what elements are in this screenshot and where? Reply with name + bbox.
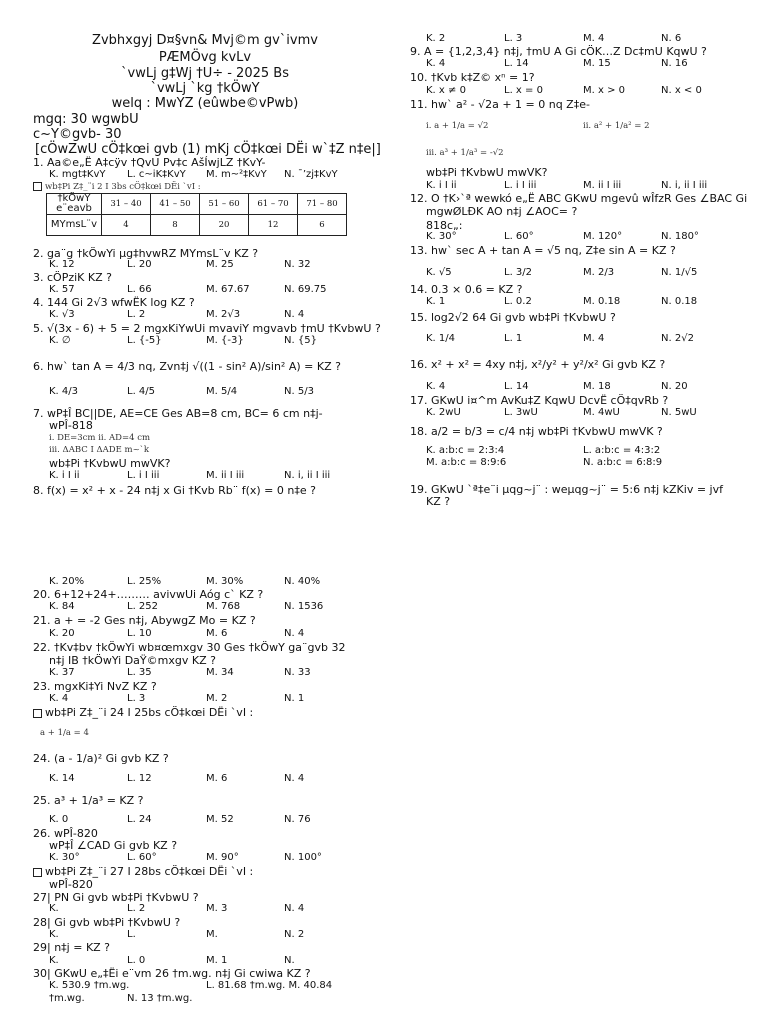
option: N. 76 xyxy=(284,814,311,825)
option: K. 20 xyxy=(49,628,75,639)
option: N. 20 xyxy=(661,381,688,392)
question-5: 5. √(3x - 6) + 5 = 2 mgxKiYwUi mvaviY mgvavb †mU †KvbwU ? xyxy=(33,322,381,335)
option: M. 34 xyxy=(206,667,234,678)
option: N. 69.75 xyxy=(284,284,327,295)
option: N. 13 †m.wg. xyxy=(127,993,193,1004)
option: L. 10 xyxy=(127,628,152,639)
frequency-table xyxy=(46,193,347,236)
option: K. i I ii xyxy=(49,470,80,481)
option: L. 1 xyxy=(504,333,523,344)
option: M. 6 xyxy=(206,773,228,784)
option: M. 52 xyxy=(206,814,234,825)
question-26: 26. wPÎ-820 xyxy=(33,827,98,840)
question-19: 19. GKwU `ª‡e¨i µqg~j¨ : weµqg~j¨ = 5:6 n‡j kZKiv = jvf xyxy=(410,483,723,496)
question-22: 22. †Kv‡bv †kÖwYi wb¤œmxgv 30 Ges †kÖwY ga¨gvb 32 xyxy=(33,641,346,654)
option: K. 2wU xyxy=(426,407,461,418)
checkbox-icon xyxy=(33,868,42,877)
question-29: 29| n‡j = KZ ? xyxy=(33,941,111,954)
option: N. 40% xyxy=(284,576,321,587)
option: N. 4 xyxy=(284,628,305,639)
option: K. 37 xyxy=(49,667,75,678)
option: M. {-3} xyxy=(206,335,244,346)
statement: ii. a² + 1/a² = 2 xyxy=(583,121,650,131)
option: L. x = 0 xyxy=(504,85,543,96)
info-text: wb‡Pi Z‡_¨i 24 I 25bs cÖ‡kœi DËi `vI : xyxy=(45,706,254,719)
option: N. ¯’zj‡KvY xyxy=(284,169,338,180)
option: N. 1536 xyxy=(284,601,324,612)
option: L. 25% xyxy=(127,576,162,587)
option: M. 2√3 xyxy=(206,309,241,320)
option: K. 1 xyxy=(426,296,446,307)
figure-ref: 818c„: xyxy=(426,219,463,232)
option: L. 12 xyxy=(127,773,152,784)
question-12-cont: mgwØLÐK AO n‡j ∠AOC= ? xyxy=(426,205,578,218)
option: M. 0.18 xyxy=(583,296,621,307)
option: L. 24 xyxy=(127,814,152,825)
option: N. a:b:c = 6:8:9 xyxy=(583,457,663,468)
option: M. 90° xyxy=(206,852,239,863)
subject-name: welq : MwYZ (eûwbe©vPwb) xyxy=(111,96,299,111)
question-27: 27| PN Gi gvb wb‡Pi †KvbwU ? xyxy=(33,891,199,904)
question-21: 21. a + = -2 Ges n‡j, AbywgZ Mo = KZ ? xyxy=(33,614,256,627)
info-note xyxy=(33,706,253,719)
option: L. 2 xyxy=(127,903,146,914)
option: L. c~iK‡KvY xyxy=(127,169,186,180)
option: N. 6 xyxy=(661,33,682,44)
table-cell: 12 xyxy=(249,215,298,236)
option: M. ii I iii xyxy=(206,470,245,481)
school-name: Zvbhxgyj D¤§vn& Mvj©m gv`ivmv xyxy=(92,33,318,48)
option: L. 60° xyxy=(504,231,534,242)
figure-ref: wPÎ-818 xyxy=(49,419,93,432)
statement: iii. a³ + 1/a³ = -√2 xyxy=(426,148,504,158)
question-7: 7. wP‡Î BC||DE, AE=CE Ges AB=8 cm, BC= 6 cm n‡j- xyxy=(33,407,323,420)
question-16: 16. x² + x² = 4xy n‡j, x²/y² + y²/x² Gi gvb KZ ? xyxy=(410,358,666,371)
table-cell: 4 xyxy=(102,215,151,236)
option: M. 2/3 xyxy=(583,267,615,278)
option: N. 180° xyxy=(661,231,699,242)
info-note xyxy=(33,865,253,878)
option: M. a:b:c = 8:9:6 xyxy=(426,457,507,468)
option: M. 18 xyxy=(583,381,611,392)
option: K. 57 xyxy=(49,284,75,295)
option: L. 35 xyxy=(127,667,152,678)
option: N. i, ii I iii xyxy=(284,470,331,481)
checkbox-icon xyxy=(33,182,42,191)
option: K. 1/4 xyxy=(426,333,456,344)
option: M. m~²‡KvY xyxy=(206,169,267,180)
option: K. 30° xyxy=(426,231,457,242)
question-prompt: wb‡Pi †KvbwU mwVK? xyxy=(49,457,171,470)
option: L. 3 xyxy=(504,33,523,44)
option: K. 12 xyxy=(49,259,75,270)
question-3: 3. cÖPziK KZ ? xyxy=(33,271,112,284)
table-cell: 20 xyxy=(200,215,249,236)
question-10: 10. †Kvb k‡Z© xⁿ = 1? xyxy=(410,71,535,84)
option: N. 2 xyxy=(284,929,305,940)
option: K. 4 xyxy=(49,693,69,704)
option: L. 14 xyxy=(504,58,529,69)
option: N. i, ii I iii xyxy=(661,180,708,191)
option: M. 1 xyxy=(206,955,228,966)
option: L. 60° xyxy=(127,852,157,863)
question-23: 23. mgxKi‡Yi NvZ KZ ? xyxy=(33,680,157,693)
statement: iii. ΔABC I ΔADE m~`k xyxy=(49,445,150,455)
question-24: 24. (a - 1/a)² Gi gvb KZ ? xyxy=(33,752,169,765)
time-label: mgq: 30 wgwbU xyxy=(33,112,139,127)
branch-name: PÆMÖvg kvLv xyxy=(158,50,252,65)
option: N. {5} xyxy=(284,335,317,346)
question-9: 9. A = {1,2,3,4} n‡j, †mU A Gi cÖK…Z Dc‡mU KqwU ? xyxy=(410,45,707,58)
option: †m.wg. xyxy=(49,993,85,1004)
option: K. 2 xyxy=(426,33,446,44)
option: K. 4/3 xyxy=(49,386,79,397)
question-11: 11. hw` a² - √2a + 1 = 0 nq Z‡e- xyxy=(410,98,590,111)
option: N. xyxy=(284,955,295,966)
option: K. ∅ xyxy=(49,335,71,346)
option: M. 4 xyxy=(583,333,605,344)
option: M. xyxy=(206,929,218,940)
option: K. 14 xyxy=(49,773,75,784)
option: N. 16 xyxy=(661,58,688,69)
exam-title: `vwLj g‡Wj †U÷ - 2025 Bs xyxy=(121,66,289,81)
option: M. 120° xyxy=(583,231,623,242)
option: K. 20% xyxy=(49,576,85,587)
question-28: 28| Gi gvb wb‡Pi †KvbwU ? xyxy=(33,916,181,929)
option: N. 1/√5 xyxy=(661,267,698,278)
option: N. 4 xyxy=(284,309,305,320)
option: K. 84 xyxy=(49,601,75,612)
option: N. 5/3 xyxy=(284,386,314,397)
option: M. 2 xyxy=(206,693,228,704)
info-text: wb‡Pi Z‡_¨i 2 I 3bs cÖ‡kœi DËi `vI : xyxy=(45,182,201,192)
option: N. 4 xyxy=(284,903,305,914)
option: M. 4wU xyxy=(583,407,620,418)
option: N. 2√2 xyxy=(661,333,694,344)
option: M. 15 xyxy=(583,58,611,69)
option: M. 6 xyxy=(206,628,228,639)
table-cell: 41 – 50 xyxy=(151,194,200,215)
option: M. 768 xyxy=(206,601,241,612)
question-4: 4. 144 Gi 2√3 wfwËK log KZ ? xyxy=(33,296,195,309)
question-17: 17. GKwU i¤^m AvKu‡Z KqwU DcvË cÖ‡qvRb ? xyxy=(410,394,669,407)
checkbox-icon xyxy=(33,709,42,718)
option: N. x < 0 xyxy=(661,85,702,96)
question-14: 14. 0.3 × 0.6 = KZ ? xyxy=(410,283,523,296)
option: L. 0 xyxy=(127,955,146,966)
option: K. xyxy=(49,903,59,914)
question-19-cont: KZ ? xyxy=(426,495,451,508)
option: K. xyxy=(49,929,59,940)
option: M. 25 xyxy=(206,259,234,270)
figure-ref: wPÎ-820 xyxy=(49,878,93,891)
question-6: 6. hw` tan A = 4/3 nq, Zvn‡j √((1 - sin² A)/sin² A) = KZ ? xyxy=(33,360,341,373)
option: K. x ≠ 0 xyxy=(426,85,466,96)
option: L. 3/2 xyxy=(504,267,533,278)
option: L. 3wU xyxy=(504,407,538,418)
option: L. 3 xyxy=(127,693,146,704)
option: L. i I iii xyxy=(504,180,537,191)
table-header-class: †kÖwY e¨eavb xyxy=(47,194,102,215)
option: M. ii I iii xyxy=(583,180,622,191)
option: N. 100° xyxy=(284,852,322,863)
option: M. 4 xyxy=(583,33,605,44)
table-cell: 51 – 60 xyxy=(200,194,249,215)
option: L. xyxy=(127,929,136,940)
option: N. 0.18 xyxy=(661,296,698,307)
option: M. 3 xyxy=(206,903,228,914)
option: L. 20 xyxy=(127,259,152,270)
question-25: 25. a³ + 1/a³ = KZ ? xyxy=(33,794,144,807)
option: L. 66 xyxy=(127,284,152,295)
question-13: 13. hw` sec A + tan A = √5 nq, Z‡e sin A = KZ ? xyxy=(410,244,676,257)
option: L. 14 xyxy=(504,381,529,392)
option: K. 4 xyxy=(426,58,446,69)
option: K. 4 xyxy=(426,381,446,392)
option: K. 530.9 †m.wg. xyxy=(49,980,130,991)
table-cell: 6 xyxy=(298,215,347,236)
option: K. mgt‡KvY xyxy=(49,169,106,180)
question-2: 2. ga¨g †kÖwYi µg‡hvwRZ MYmsL¨v KZ ? xyxy=(33,247,259,260)
question-15: 15. log2√2 64 Gi gvb wb‡Pi †KvbwU ? xyxy=(410,311,616,324)
question-26-cont: wP‡Î ∠CAD Gi gvb KZ ? xyxy=(49,839,178,852)
table-header-freq: MYmsL¨v xyxy=(47,215,102,236)
option: K. √5 xyxy=(426,267,452,278)
table-cell: 71 – 80 xyxy=(298,194,347,215)
option: L. 2 xyxy=(127,309,146,320)
option: K. 0 xyxy=(49,814,69,825)
option: L. 252 xyxy=(127,601,159,612)
marks-label: c~Y©gvb- 30 xyxy=(33,127,122,142)
option: M. x > 0 xyxy=(583,85,626,96)
statement: i. a + 1/a = √2 xyxy=(426,121,489,131)
option: N. 1 xyxy=(284,693,305,704)
info-note xyxy=(33,182,201,192)
question-20: 20. 6+12+24+……… avivwUi Aóg c` KZ ? xyxy=(33,588,264,601)
table-cell: 31 – 40 xyxy=(102,194,151,215)
question-prompt: wb‡Pi †KvbwU mwVK? xyxy=(426,166,548,179)
option: K. √3 xyxy=(49,309,75,320)
option: N. 32 xyxy=(284,259,311,270)
option: L. 0.2 xyxy=(504,296,532,307)
option: L. 81.68 †m.wg. M. 40.84 xyxy=(206,980,333,991)
option: M. 5/4 xyxy=(206,386,238,397)
instructions: [cÖwZwU cÖ‡kœi gvb (1) mKj cÖ‡kœi DËi w`‡Z n‡e|] xyxy=(35,142,381,157)
option: L. i I iii xyxy=(127,470,160,481)
option: K. i I ii xyxy=(426,180,457,191)
question-30: 30| GKwU e„‡Ëi e¨vm 26 †m.wg. n‡j Gi cwiwa KZ ? xyxy=(33,967,311,980)
option: L. 4/5 xyxy=(127,386,156,397)
option: K. 30° xyxy=(49,852,80,863)
option: L. a:b:c = 4:3:2 xyxy=(583,445,661,456)
question-22-cont: n‡j IB †kÖwYi DaŸ©mxgv KZ ? xyxy=(49,654,216,667)
option: K. a:b:c = 2:3:4 xyxy=(426,445,505,456)
option: N. 4 xyxy=(284,773,305,784)
given-equation: a + 1/a = 4 xyxy=(40,728,89,738)
option: L. {-5} xyxy=(127,335,162,346)
question-18: 18. a/2 = b/3 = c/4 n‡j wb‡Pi †KvbwU mwVK ? xyxy=(410,425,663,438)
info-text: wb‡Pi Z‡_¨i 27 I 28bs cÖ‡kœi DËi `vI : xyxy=(45,865,254,878)
option: N. 33 xyxy=(284,667,311,678)
table-cell: 61 – 70 xyxy=(249,194,298,215)
option: M. 67.67 xyxy=(206,284,250,295)
statement: i. DE=3cm ii. AD=4 cm xyxy=(49,433,151,443)
question-1: 1. Aa©e„Ë A‡cÿv †QvU Pv‡c AšÍwjLZ †KvY- xyxy=(33,156,266,169)
option: K. xyxy=(49,955,59,966)
question-12: 12. O †K›`ª wewkó e„Ë ABC GKwU mgevû wÎfzR Ges ∠BAC Gi xyxy=(410,192,748,205)
option: M. 30% xyxy=(206,576,244,587)
class-name: `vwLj `kg †kÖwY xyxy=(150,81,260,96)
option: N. 5wU xyxy=(661,407,697,418)
table-cell: 8 xyxy=(151,215,200,236)
question-8: 8. f(x) = x² + x - 24 n‡j x Gi †Kvb Rb¨ f(x) = 0 n‡e ? xyxy=(33,484,316,497)
